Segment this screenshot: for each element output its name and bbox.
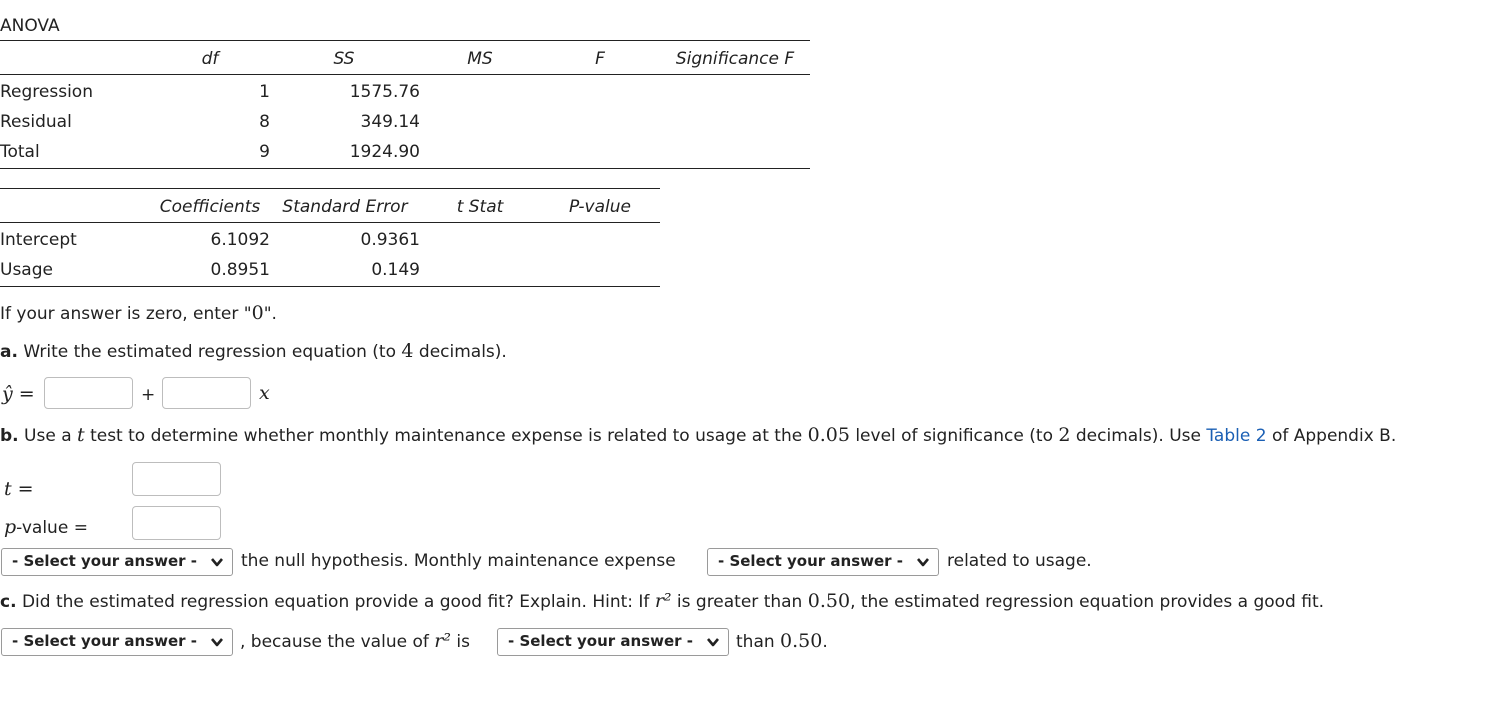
select-text: - Select your answer -: [12, 632, 198, 650]
zero-note-post: ".: [263, 304, 277, 324]
anova-title: ANOVA: [0, 16, 60, 36]
anova-header-sigf: Significance F: [675, 49, 795, 69]
anova-row-label: Total: [0, 142, 40, 162]
period: .: [822, 632, 828, 652]
chevron-down-icon: [706, 635, 720, 649]
chevron-down-icon: [916, 555, 930, 569]
anova-row-df: 1: [259, 82, 270, 102]
coef-row-se: 0.9361: [360, 230, 420, 250]
select-text: - Select your answer -: [12, 552, 198, 570]
part-b-label: b.: [0, 426, 19, 446]
coef-header-rule: [0, 222, 660, 223]
is-label: is: [450, 632, 470, 652]
part-a-decimals: 4: [401, 340, 414, 362]
t-stat-input[interactable]: [132, 462, 221, 496]
good-fit-select[interactable]: [1, 628, 233, 656]
than-label: than: [736, 632, 781, 652]
coef-top-rule: [0, 188, 660, 189]
anova-header-rule: [0, 74, 810, 75]
part-b-text3: level of significance (to: [849, 426, 1059, 446]
part-b-decimals: 2: [1058, 424, 1071, 446]
comparison-select[interactable]: [497, 628, 729, 656]
anova-row-ss: 1924.90: [349, 142, 420, 162]
part-a-label: a.: [0, 342, 18, 362]
part-c-threshold2: 0.50: [780, 630, 823, 652]
coef-row-se: 0.149: [371, 260, 420, 280]
part-b-text1: Use a: [24, 426, 78, 446]
part-c-r2: r²: [654, 590, 672, 612]
coef-row-label: Intercept: [0, 230, 77, 250]
slope-input[interactable]: [162, 377, 251, 409]
anova-bottom-rule: [0, 168, 810, 169]
t-label: t =: [4, 478, 34, 500]
anova-row-df: 9: [259, 142, 270, 162]
x-variable: x: [259, 382, 270, 404]
coef-row-coef: 6.1092: [210, 230, 270, 250]
zero-note: [0, 302, 277, 325]
coef-header-tstat: t Stat: [456, 197, 504, 217]
coef-row-coef: 0.8951: [210, 260, 270, 280]
yhat-label: ŷ =: [2, 383, 35, 405]
p-value-label: [4, 516, 88, 539]
table-2-link[interactable]: Table 2: [1206, 426, 1267, 446]
zero-note-zero: 0: [251, 302, 264, 324]
because-label: , because the value of: [240, 632, 435, 652]
anova-row-df: 8: [259, 112, 270, 132]
chevron-down-icon: [210, 635, 224, 649]
part-c-text1: Did the estimated regression equation provide a good fit? Explain. Hint: If: [21, 592, 655, 612]
anova-header-df: df: [201, 49, 219, 69]
part-c-text2: is greater than: [671, 592, 808, 612]
anova-header-f: F: [595, 49, 605, 69]
anova-row-ss: 349.14: [360, 112, 420, 132]
part-b-alpha: 0.05: [807, 424, 850, 446]
part-c-r2b: r²: [434, 630, 451, 652]
null-hypothesis-select[interactable]: [1, 548, 233, 576]
because-text: [240, 630, 470, 653]
p-label-p: p: [4, 516, 17, 538]
coef-header-stderr: Standard Error: [282, 197, 408, 217]
coef-row-label: Usage: [0, 260, 53, 280]
than-text: [736, 630, 828, 653]
anova-row-ss: 1575.76: [349, 82, 420, 102]
part-b-t: t: [77, 424, 85, 446]
anova-header-ss: SS: [333, 49, 355, 69]
part-c-text3: , the estimated regression equation provides a good fit.: [850, 592, 1325, 612]
coef-header-coefficients: Coefficients: [159, 197, 261, 217]
p-label-rest: -value =: [16, 518, 88, 538]
p-value-input[interactable]: [132, 506, 221, 540]
relationship-select[interactable]: [707, 548, 939, 576]
plus-sign: +: [141, 385, 156, 405]
chevron-down-icon: [210, 555, 224, 569]
anova-row-label: Regression: [0, 82, 93, 102]
related-to-usage-text: related to usage.: [947, 551, 1092, 571]
part-a-text-pre: Write the estimated regression equation (to: [23, 342, 402, 362]
part-c-threshold: 0.50: [807, 590, 851, 612]
select-text: - Select your answer -: [508, 632, 694, 650]
part-a-text-post: decimals).: [413, 342, 507, 362]
anova-header-ms: MS: [467, 49, 493, 69]
part-a-question: [0, 340, 507, 363]
coef-bottom-rule: [0, 286, 660, 287]
part-b-text4: decimals). Use: [1070, 426, 1207, 446]
anova-row-label: Residual: [0, 112, 72, 132]
part-b-text2: test to determine whether monthly maintenance expense is related to usage at the: [84, 426, 808, 446]
select-text: - Select your answer -: [718, 552, 904, 570]
null-hypothesis-text: the null hypothesis. Monthly maintenance expense: [241, 551, 676, 571]
part-b-text5: of Appendix B.: [1266, 426, 1397, 446]
anova-top-rule: [0, 40, 810, 41]
part-c-question: [0, 590, 1324, 613]
part-c-label: c.: [0, 592, 17, 612]
intercept-input[interactable]: [44, 377, 133, 409]
part-b-question: [0, 424, 1396, 447]
coef-header-pvalue: P-value: [569, 197, 631, 217]
zero-note-pre: If your answer is zero, enter ": [0, 304, 252, 324]
